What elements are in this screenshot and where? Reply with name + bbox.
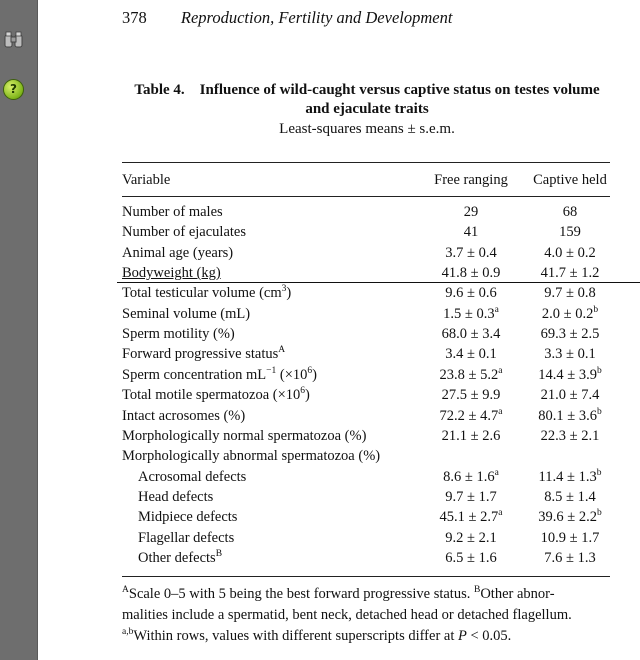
table-row <box>122 222 622 242</box>
help-icon[interactable]: ? <box>3 79 24 100</box>
table-row <box>122 324 622 344</box>
free-ranging-value: 68.0 ± 3.4 <box>441 326 501 343</box>
captive-held-value: 41.7 ± 1.2 <box>540 265 600 282</box>
table-bottom-rule <box>122 576 610 577</box>
captive-held-value: 68 <box>562 204 578 220</box>
document-page <box>37 0 640 660</box>
table-row <box>122 467 622 487</box>
row-label: Bodyweight (kg) <box>122 265 221 282</box>
row-label: Morphologically normal spermatozoa (%) <box>122 427 367 444</box>
free-ranging-value: 9.7 ± 1.7 <box>445 488 497 505</box>
table-row <box>122 446 622 466</box>
footnote-text: malities include a spermatid, bent neck, detached head or detached flagellum. <box>122 607 572 623</box>
captive-held-value: 7.6 ± 1.3 <box>544 549 596 566</box>
table-row <box>122 487 622 507</box>
table-title-line1: Influence of wild-caught versus captive status on testes volume <box>199 82 600 98</box>
row-label: Other defects$^B$ <box>138 549 223 566</box>
captive-held-value: 8.5 ± 1.4 <box>544 488 596 505</box>
table-row <box>122 507 622 527</box>
free-ranging-value: 23.8 ± 5.2$^a$ <box>439 365 503 383</box>
table-row <box>122 426 622 446</box>
captive-held-value: 11.4 ± 1.3$^b$ <box>538 467 602 485</box>
captive-held-value: 22.3 ± 2.1 <box>540 427 600 444</box>
captive-held-value: 2.0 ± 0.2$^b$ <box>541 304 599 322</box>
footnote-line-1 <box>122 584 617 605</box>
table-row <box>122 528 622 548</box>
captive-held-value: 14.4 ± 3.9$^b$ <box>538 365 602 383</box>
table-top-rule <box>122 162 610 163</box>
row-label: Total testicular volume $(cm^3)$ <box>122 284 292 302</box>
row-label: Sperm motility (%) <box>122 326 235 343</box>
captive-held-value: 9.7 ± 0.8 <box>544 285 596 302</box>
footnote-text: Other abnor- <box>480 586 555 602</box>
free-ranging-value: 72.2 ± 4.7$^a$ <box>439 406 503 424</box>
table-row <box>122 263 622 283</box>
row-label: Seminal volume (mL) <box>122 305 251 322</box>
captive-held-value: 159 <box>559 224 581 241</box>
free-ranging-value: 45.1 ± 2.7$^a$ <box>439 508 503 526</box>
free-ranging-value: 6.5 ± 1.6 <box>445 549 497 566</box>
captive-held-value: 3.3 ± 0.1 <box>544 346 596 363</box>
table-row <box>122 365 622 385</box>
table-row <box>122 548 622 568</box>
row-label: Forward progressive status$^A$ <box>122 345 286 363</box>
free-ranging-value: 41 <box>463 224 479 241</box>
table-subtitle: Least-squares means ± s.e.m. <box>279 121 455 137</box>
page-number: 378 <box>122 8 147 27</box>
table-row <box>122 243 622 263</box>
free-ranging-value: 9.6 ± 0.6 <box>445 285 497 302</box>
footnote-text: < 0.05. <box>470 628 512 644</box>
free-ranging-value: 41.8 ± 0.9 <box>441 265 501 282</box>
table-row <box>122 202 622 222</box>
row-label: Total motile spermatozoa $(\times 10^6)$ <box>122 386 310 404</box>
captive-held-value: 10.9 ± 1.7 <box>540 529 600 546</box>
footnote-marker: A <box>122 585 129 596</box>
free-ranging-value: 3.7 ± 0.4 <box>445 244 497 261</box>
footnote-marker: a,b <box>122 627 134 638</box>
captive-held-value: 4.0 ± 0.2 <box>544 244 596 261</box>
footnote-line-2 <box>122 605 617 626</box>
free-ranging-value: 3.4 ± 0.1 <box>445 346 497 363</box>
captive-held-value: 69.3 ± 2.5 <box>540 326 600 343</box>
free-ranging-value: 1.5 ± 0.3$^a$ <box>443 304 499 322</box>
table-row <box>122 406 622 426</box>
free-ranging-value: 29 <box>463 204 479 220</box>
table-row <box>122 385 622 405</box>
table-row <box>122 344 622 364</box>
journal-title: Reproduction, Fertility and Development <box>180 8 453 27</box>
viewer-sidebar <box>0 0 38 660</box>
row-label: Number of ejaculates <box>122 224 247 241</box>
free-ranging-value: 21.1 ± 2.6 <box>441 427 501 444</box>
row-label: Number of males <box>122 204 223 220</box>
footnote-text: Within rows, values with different superscripts differ at <box>133 628 455 644</box>
footnote-marker: B <box>473 585 481 596</box>
row-label: Morphologically abnormal spermatozoa (%) <box>122 448 381 465</box>
table-row <box>122 283 622 303</box>
row-label: Head defects <box>138 488 214 505</box>
column-header-captive-held: Captive held <box>533 172 607 188</box>
row-label: Sperm concentration $mL^{-1}$ $(\times 10^6)$ <box>122 365 317 383</box>
column-header-free-ranging: Free ranging <box>434 172 508 188</box>
table-title-line2: and ejaculate traits <box>305 101 429 117</box>
footnote-p-symbol: P <box>458 628 467 644</box>
captive-held-value: 39.6 ± 2.2$^b$ <box>538 508 602 526</box>
captive-held-value: 21.0 ± 7.4 <box>540 387 600 404</box>
annotation-underline <box>117 282 640 283</box>
captive-held-value: 80.1 ± 3.6$^b$ <box>538 406 602 424</box>
row-label: Intact acrosomes (%) <box>122 407 246 424</box>
table-header-rule <box>122 196 610 197</box>
row-label: Animal age (years) <box>122 244 234 261</box>
free-ranging-value: 8.6 ± 1.6$^a$ <box>443 467 499 485</box>
table-caption <box>122 81 612 119</box>
table-row <box>122 304 622 324</box>
footnote-text: Scale 0–5 with 5 being the best forward progressive status. <box>128 586 471 602</box>
table-number: Table 4. <box>134 82 185 98</box>
column-header-variable: Variable <box>122 172 171 188</box>
row-label: Flagellar defects <box>138 529 235 546</box>
row-label: Acrosomal defects <box>138 468 247 485</box>
free-ranging-value: 27.5 ± 9.9 <box>441 387 501 404</box>
running-head <box>122 8 452 28</box>
free-ranging-value: 9.2 ± 2.1 <box>445 529 497 546</box>
row-label: Midpiece defects <box>138 509 238 526</box>
footnote-line-3 <box>122 626 617 647</box>
table-header-row <box>122 170 622 190</box>
binoculars-icon[interactable] <box>3 30 25 50</box>
